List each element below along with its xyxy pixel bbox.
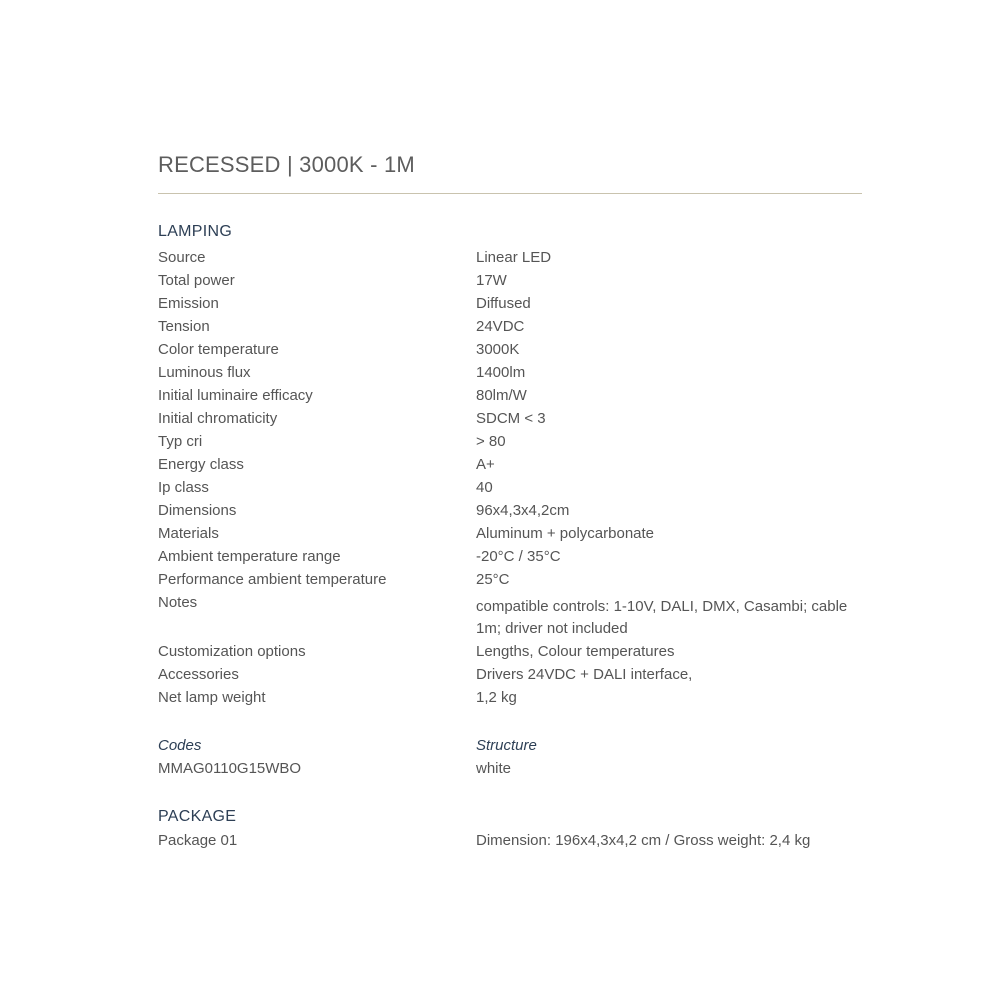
spec-label: Customization options <box>158 643 306 660</box>
spec-value: 1,2 kg <box>476 689 517 706</box>
spec-label: Source <box>158 249 206 266</box>
spec-value: 80lm/W <box>476 387 527 404</box>
spec-label: Total power <box>158 272 235 289</box>
spec-row <box>158 545 862 568</box>
spec-value: 1400lm <box>476 364 526 381</box>
spec-value: A+ <box>476 456 495 473</box>
structure-heading: Structure <box>476 737 537 754</box>
spec-row <box>158 407 862 430</box>
spec-label: Ip class <box>158 479 209 496</box>
spec-row <box>158 338 862 361</box>
spec-label: Notes <box>158 594 198 611</box>
spec-value: -20°C / 35°C <box>476 548 561 565</box>
spec-value: compatible controls: 1-10V, DALI, DMX, Casambi; cable 1m; driver not included <box>476 598 848 637</box>
spec-label: Accessories <box>158 666 239 683</box>
spec-label: Luminous flux <box>158 364 251 381</box>
spec-value: 25°C <box>476 571 510 588</box>
spec-row <box>158 430 862 453</box>
page-title: RECESSED | 3000K - 1M <box>158 152 415 177</box>
spec-value: > 80 <box>476 433 506 450</box>
spec-row <box>158 453 862 476</box>
package-heading: PACKAGE <box>158 808 237 825</box>
spec-row <box>158 269 862 292</box>
spec-value: Aluminum + polycarbonate <box>476 525 655 542</box>
product-code: MMAG0110G15WBO <box>158 760 302 777</box>
spec-row <box>158 361 862 384</box>
spec-row <box>158 384 862 407</box>
lamping-heading: LAMPING <box>158 223 233 240</box>
lamping-spec-list <box>158 246 862 709</box>
spec-value: 24VDC <box>476 318 525 335</box>
spec-row <box>158 292 862 315</box>
spec-row <box>158 663 862 686</box>
spec-label: Initial luminaire efficacy <box>158 387 313 404</box>
spec-row <box>158 315 862 338</box>
spec-label: Typ cri <box>158 433 203 450</box>
spec-label: Initial chromaticity <box>158 410 278 427</box>
spec-row-notes <box>158 591 862 640</box>
spec-value: Diffused <box>476 295 531 312</box>
spec-value: 40 <box>476 479 493 496</box>
structure-value: white <box>476 760 512 777</box>
package-label: Package 01 <box>158 832 238 849</box>
codes-heading: Codes <box>158 737 202 754</box>
spec-label: Energy class <box>158 456 244 473</box>
spec-label: Performance ambient temperature <box>158 571 387 588</box>
spec-row <box>158 499 862 522</box>
spec-label: Materials <box>158 525 219 542</box>
spec-value: 3000K <box>476 341 520 358</box>
spec-row <box>158 246 862 269</box>
spec-label: Tension <box>158 318 210 335</box>
spec-row <box>158 640 862 663</box>
spec-value: 17W <box>476 272 507 289</box>
spec-row <box>158 686 862 709</box>
spec-label: Dimensions <box>158 502 237 519</box>
spec-row <box>158 568 862 591</box>
spec-value: Linear LED <box>476 249 552 266</box>
spec-value: Drivers 24VDC + DALI interface, <box>476 666 693 683</box>
spec-value: 96x4,3x4,2cm <box>476 502 570 519</box>
spec-label: Color temperature <box>158 341 279 358</box>
spec-value: Lengths, Colour temperatures <box>476 643 675 660</box>
title-divider <box>158 193 862 194</box>
spec-label: Net lamp weight <box>158 689 266 706</box>
spec-label: Emission <box>158 295 219 312</box>
spec-label: Ambient temperature range <box>158 548 341 565</box>
spec-row <box>158 476 862 499</box>
spec-row <box>158 522 862 545</box>
spec-value: SDCM < 3 <box>476 410 546 427</box>
package-value: Dimension: 196x4,3x4,2 cm / Gross weight: 2,4 kg <box>476 832 811 849</box>
